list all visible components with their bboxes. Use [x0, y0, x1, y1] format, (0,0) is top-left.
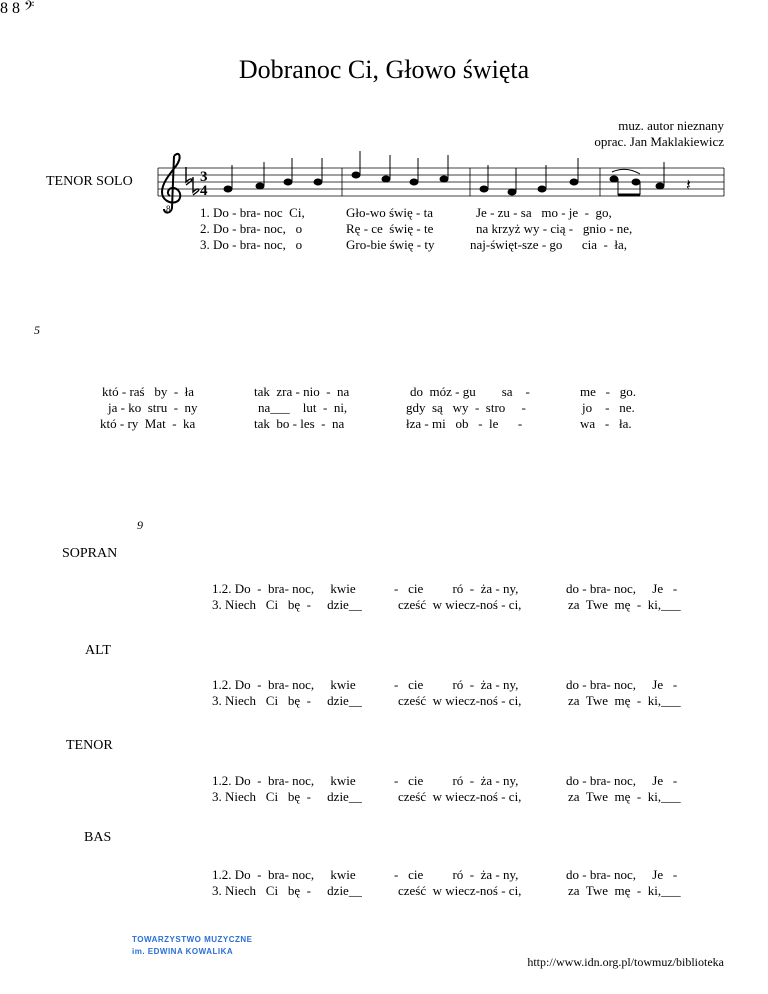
measure-number: 5: [34, 323, 40, 337]
lyric: do - bra- noc, Je -: [566, 867, 678, 882]
lyric: - cie ró - ża - ny,: [394, 581, 519, 596]
part-label-tenor-solo: TENOR SOLO: [46, 174, 133, 189]
lyric: Rę - ce świę - te: [346, 221, 434, 236]
lyric: tak zra - nio - na: [254, 384, 350, 399]
page-title: Dobranoc Ci, Głowo święta: [238, 55, 530, 84]
lyric: cześć w wiecz-noś - ci,: [398, 789, 522, 804]
lyric: na krzyż wy - cią - gnio - ne,: [476, 221, 633, 236]
lyric: wa - ła.: [580, 416, 632, 431]
lyric: Je - zu - sa mo - je - go,: [476, 205, 612, 220]
verse-1-line: 1. Do - bra- noc Ci,: [200, 205, 305, 220]
svg-text:𝄽: 𝄽: [686, 175, 691, 194]
verse-2-line: 2. Do - bra- noc, o: [200, 221, 303, 236]
lyric: za Twe mę - ki,___: [568, 789, 681, 804]
logo-line-1: TOWARZYSTWO MUZYCZNE: [132, 935, 253, 944]
verse-3-line: 3. Do - bra- noc, o: [200, 237, 303, 252]
lyric: 3. Niech Ci bę - dzie__: [212, 883, 362, 898]
lyric: cześć w wiecz-noś - ci,: [398, 693, 522, 708]
arranger-credit: oprac. Jan Maklakiewicz: [594, 134, 724, 149]
svg-text:3: 3: [200, 169, 208, 185]
lyric: 3. Niech Ci bę - dzie__: [212, 693, 362, 708]
flat: 8 𝄢 1. Do - bra- noc Ci, 2. Do - bra- noc, o 3. Do - bra- noc, o Gło-wo świę - ta Rę - ce świę - te Gro-bie świę - ty Je - zu - sa mo - je - go, na krzyż wy - cią - gnio - ne, naj-święt-sze - go cia - ła, któ - raś by - ła ja - ko stru - ny któ - ry Mat - ka tak zra - nio - na na___ lut - ni, tak bo - les - na do móz - gu sa - gdy są wy - stro - łza - mi ob - le - me - go. jo - ne. wa - ła. 1.2. Do - bra- noc, kwie 3. Niech Ci bę - dzie__ - cie ró - ża - ny, cześć w wiecz-noś - ci, do - bra- noc, Je - za Twe mę - ki,___ 1.2. Do - bra- noc, kwie 3. Niech Ci bę - dzie__ - cie ró - ża - ny, cześć w wiecz-noś - ci, do - bra- noc, Je - za Twe mę - ki,___ 1.2. Do - bra- noc, kwie 3. Niech Ci bę - dzie__ - cie ró - ża - ny, cześć w wiecz-noś - ci, do - bra- noc, Je - za Twe mę - ki,___ 1.2. Do - bra- noc, kwie 3. Niech Ci bę - dzie__ - cie ró - ża - ny, cześć w wiecz-noś - ci, do - bra- noc, Je - za Twe mę - ki,___ TOWARZYSTWO MUZYCZNE im. EDWINA KOWALIKA http://www.idn.org.pl/towmuz/biblioteka: [12, 0, 724, 969]
lyric: 1.2. Do - bra- noc, kwie: [212, 677, 356, 692]
lyric: do - bra- noc, Je -: [566, 581, 678, 596]
part-label-bas: BAS: [84, 830, 112, 845]
flat: [193, 177, 199, 195]
lyric: me - go.: [580, 384, 636, 399]
treble-clef: [162, 154, 180, 213]
lyric: za Twe mę - ki,___: [568, 693, 681, 708]
part-label-tenor: TENOR: [66, 738, 113, 753]
lyric: na___ lut - ni,: [258, 400, 348, 415]
lyric: do - bra- noc, Je -: [566, 677, 678, 692]
lyric: łza - mi ob - le -: [406, 416, 523, 431]
lyric: do móz - gu sa -: [410, 384, 530, 399]
lyric: 1.2. Do - bra- noc, kwie: [212, 581, 356, 596]
lyric: do - bra- noc, Je -: [566, 773, 678, 788]
lyric: cześć w wiecz-noś - ci,: [398, 883, 522, 898]
treble-clef: 8 8 𝄢 1. Do - bra- noc Ci, 2. Do - bra- noc, o 3. Do - bra- noc, o Gło-wo świę - ta Rę - ce świę - te Gro-bie świę - ty Je - zu - sa mo - je - go, na krzyż wy - cią - gnio - ne, naj-święt-sze - go cia - ła, któ - raś by - ła ja - ko stru - ny któ - ry Mat - ka tak zra - nio - na na___ lut - ni, tak bo - les - na do móz - gu sa - gdy są wy - stro - łza - mi ob - le - me - go. jo - ne. wa - ła. 1.2. Do - bra- noc, kwie 3. Niech Ci bę - dzie__ - cie ró - ża - ny, cześć w wiecz-noś - ci, do - bra- noc, Je - za Twe mę - ki,___ 1.2. Do - bra- noc, kwie 3. Niech Ci bę - dzie__ - cie ró - ża - ny, cześć w wiecz-noś - ci, do - bra- noc, Je - za Twe mę - ki,___ 1.2. Do - bra- noc, kwie 3. Niech Ci bę - dzie__ - cie ró - ża - ny, cześć w wiecz-noś - ci, do - bra- noc, Je - za Twe mę - ki,___ 1.2. Do - bra- noc, kwie 3. Niech Ci bę - dzie__ - cie ró - ża - ny, cześć w wiecz-noś - ci, do - bra- noc, Je - za Twe mę - ki,___ TOWARZYSTWO MUZYCZNE im. EDWINA KOWALIKA http://www.idn.org.pl/towmuz/biblioteka: [0, 0, 724, 969]
svg-text:4: 4: [200, 183, 208, 199]
logo-line-2: im. EDWINA KOWALIKA: [132, 947, 234, 956]
lyric: tak bo - les - na: [254, 416, 345, 431]
footer-url[interactable]: http://www.idn.org.pl/towmuz/biblioteka: [527, 955, 724, 969]
lyric: 1.2. Do - bra- noc, kwie: [212, 773, 356, 788]
lyric: gdy są wy - stro -: [406, 400, 526, 415]
lyric: Gro-bie świę - ty: [346, 237, 435, 252]
lyric: - cie ró - ża - ny,: [394, 773, 519, 788]
lyric: cześć w wiecz-noś - ci,: [398, 597, 522, 612]
lyric: za Twe mę - ki,___: [568, 597, 681, 612]
measure-number: 9: [137, 518, 143, 532]
lyric: 3. Niech Ci bę - dzie__: [212, 597, 362, 612]
part-label-sopran: SOPRAN: [62, 546, 118, 561]
composer-credit: muz. autor nieznany: [618, 118, 724, 133]
lyric: jo - ne.: [582, 400, 635, 415]
lyric: za Twe mę - ki,___: [568, 883, 681, 898]
lyric: któ - ry Mat - ka: [100, 416, 196, 431]
lyric: - cie ró - ża - ny,: [394, 677, 519, 692]
part-label-alt: ALT: [85, 643, 111, 658]
svg-text:8: 8: [166, 204, 171, 214]
lyric: - cie ró - ża - ny,: [394, 867, 519, 882]
notes-tenor-solo: [224, 151, 664, 195]
lyric: ja - ko stru - ny: [108, 400, 198, 415]
lyric: 1.2. Do - bra- noc, kwie: [212, 867, 356, 882]
lyric: naj-święt-sze - go cia - ła,: [470, 237, 628, 252]
lyric: któ - raś by - ła: [102, 384, 195, 399]
lyric: Gło-wo świę - ta: [346, 205, 434, 220]
lyric: 3. Niech Ci bę - dzie__: [212, 789, 362, 804]
